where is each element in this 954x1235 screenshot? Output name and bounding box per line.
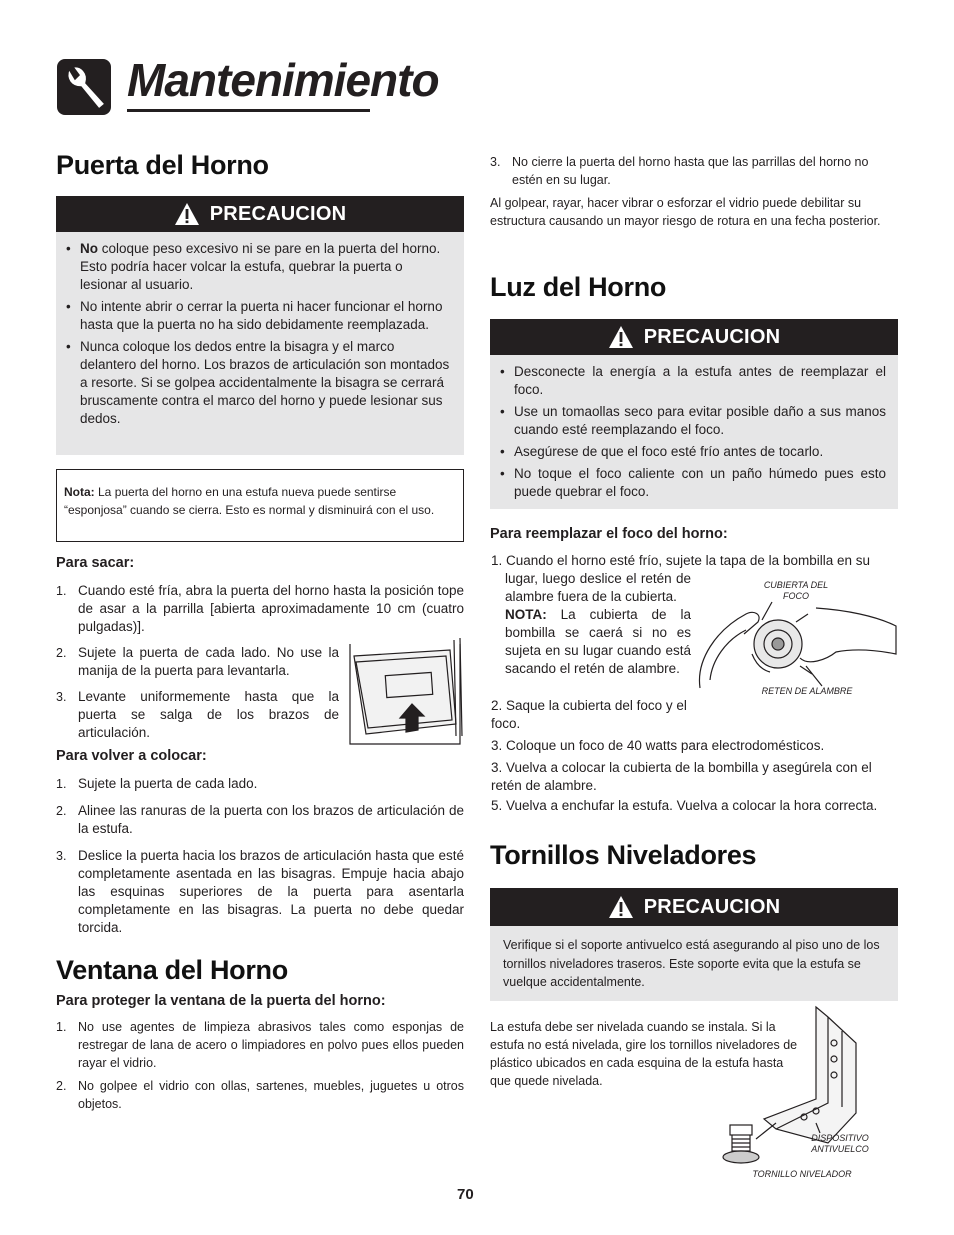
warning-icon xyxy=(608,325,634,349)
luz-step-1-line: 1. Cuando el horno esté frío, sujete la tapa de la bombilla en su xyxy=(491,553,870,568)
subheading-proteger: Para proteger la ventana de la puerta del horno: xyxy=(56,993,386,1009)
list-item: • Desconecte la energía a la estufa antes de reemplazar el foco. xyxy=(490,363,886,399)
section-heading-puerta: Puerta del Horno xyxy=(56,150,269,180)
luz-step-1-cont: lugar, luego deslice el retén de alambre fuera de la cubierta. NOTA: La cubierta de la bombilla se caerá si no es sujeta en su lugar cuando está sacando el retén de alambre. xyxy=(505,571,691,676)
subheading-para-sacar: Para sacar: xyxy=(56,555,135,571)
caution-box-tornillos xyxy=(490,888,898,1001)
tornillos-body-text: La estufa debe ser nivelada cuando se instala. Si la estufa no está nivelada, gire los tornillos niveladores de plástico ubicados en cada esquina de la estufa hasta que quede nivelada. xyxy=(490,1020,798,1088)
fig-label-reten: RETEN DE ALAMBRE xyxy=(761,686,853,696)
list-item: 2. No golpee el vidrio con ollas, sartenes, muebles, juguetes u otros objetos. xyxy=(56,1079,464,1111)
section-heading-luz: Luz del Horno xyxy=(490,272,667,302)
list-item: 1. Cuando esté fría, abra la puerta del horno hasta la posición tope de asar a la parrilla [abierta aproximadamente 10 cm (cuatro pulgadas)]. xyxy=(56,583,464,634)
title-underline xyxy=(127,109,370,112)
ventana-closing-text: Al golpear, rayar, hacer vibrar o esforzar el vidrio puede debilitar su estructura causando un mayor riesgo de rotura en una fecha posterior. xyxy=(490,196,881,228)
luz-step-4: 3. Vuelva a colocar la cubierta de la bombilla y asegúrela con el retén de alambre. xyxy=(491,760,872,793)
fig-label-cubierta: CUBIERTA DEL FOCO xyxy=(763,580,829,601)
section-heading-tornillos: Tornillos Niveladores xyxy=(490,840,757,870)
list-item: 2. Sujete la puerta de cada lado. No use la manija de la puerta para levantarla. xyxy=(56,645,339,678)
list-item: • Asegúrese de que el foco esté frío antes de tocarlo. xyxy=(490,443,886,461)
caution-bar xyxy=(490,319,898,355)
fig-label-dispositivo: DISPOSITIVO ANTIVUELCO xyxy=(811,1133,869,1154)
caution-box-puerta xyxy=(56,196,464,455)
subheading-para-volver: Para volver a colocar: xyxy=(56,748,207,764)
caution-label: PRECAUCION xyxy=(643,895,781,918)
caution-bar xyxy=(56,196,464,232)
caution-label: PRECAUCION xyxy=(209,202,347,225)
bulb-replacement-illustration xyxy=(696,600,900,692)
luz-step-5: 5. Vuelva a enchufar la estufa. Vuelva a colocar la hora correcta. xyxy=(491,798,878,813)
list-item: • Use un tomaollas seco para evitar posible daño a sus manos cuando esté reemplazando el foco. xyxy=(490,403,886,439)
list-item: • No toque el foco caliente con un paño húmedo pues esto puede quebrar el foco. xyxy=(490,465,886,501)
caution-text: Verifique si el soporte antivuelco está asegurando al piso uno de los tornillos niveladores traseros. Este soporte evita que la estufa se vuelque accidentalmente. xyxy=(503,938,880,989)
fig-label-tornillo: TORNILLO NIVELADOR xyxy=(752,1169,852,1179)
warning-icon xyxy=(174,202,200,226)
list-item: 1. No use agentes de limpieza abrasivos tales como esponjas de restregar de lana de acero o limpiadores en polvo pues ellos pueden rayar el vidrio. xyxy=(56,1020,464,1070)
caution-box-luz xyxy=(490,319,898,509)
page-title: Mantenimiento xyxy=(127,54,439,106)
warning-icon xyxy=(608,895,634,919)
caution-bar xyxy=(490,888,898,926)
luz-step-3: 3. Coloque un foco de 40 watts para electrodomésticos. xyxy=(491,738,825,753)
list-item: 3. No cierre la puerta del horno hasta que las parrillas del horno no estén en su lugar. xyxy=(490,155,869,187)
list-item: 3. Levante uniformemente hasta que la puerta se salga de los brazos de articulación. xyxy=(56,689,339,740)
list-item: • Nunca coloque los dedos entre la bisagra y el marco delantero del horno. Los brazos de articulación son montados a resorte. Si se golpea accidentalmente la bisagra se cerrará bruscamente contra el marco del horno y puede lesionar sus dedos. xyxy=(56,338,450,428)
steps-ventana-cont xyxy=(490,153,898,196)
subheading-reemplazar-foco: Para reemplazar el foco del horno: xyxy=(490,526,728,542)
wrench-icon xyxy=(55,57,113,117)
list-item: 3. Deslice la puerta hacia los brazos de articulación hasta que esté completamente asentada en las bisagras. Empuje hacia abajo las esquinas superiores de la puerta para asentarla completamente en las bisagras. La puerta no debe quedar torcida. xyxy=(56,848,464,935)
note-text: La puerta del horno en una estufa nueva puede sentirse “esponjosa” cuando se cierra. Esto es normal y disminuirá con el uso. xyxy=(64,485,435,517)
steps-para-sacar-cont xyxy=(56,644,339,749)
oven-door-illustration xyxy=(346,636,466,746)
luz-step-2: 2. Saque la cubierta del foco y el foco. xyxy=(491,698,687,731)
page-number: 70 xyxy=(457,1186,474,1203)
section-heading-ventana: Ventana del Horno xyxy=(56,955,288,985)
list-item: 1. Sujete la puerta de cada lado. xyxy=(56,776,258,791)
steps-para-volver xyxy=(56,775,464,944)
note-label: Nota: xyxy=(64,485,95,499)
caution-label: PRECAUCION xyxy=(643,325,781,348)
list-item: 2. Alinee las ranuras de la puerta con los brazos de articulación de la estufa. xyxy=(56,803,464,836)
steps-ventana xyxy=(56,1018,464,1120)
list-item: • No coloque peso excesivo ni se pare en la puerta del horno. Esto podría hacer volcar la estufa, quebrar la puerta o lesionar al usuario. xyxy=(56,240,450,294)
steps-para-sacar xyxy=(56,582,464,644)
note-box xyxy=(56,469,464,542)
list-item: • No intente abrir o cerrar la puerta ni hacer funcionar el horno hasta que la puerta no ha sido debidamente reemplazada. xyxy=(56,298,450,334)
